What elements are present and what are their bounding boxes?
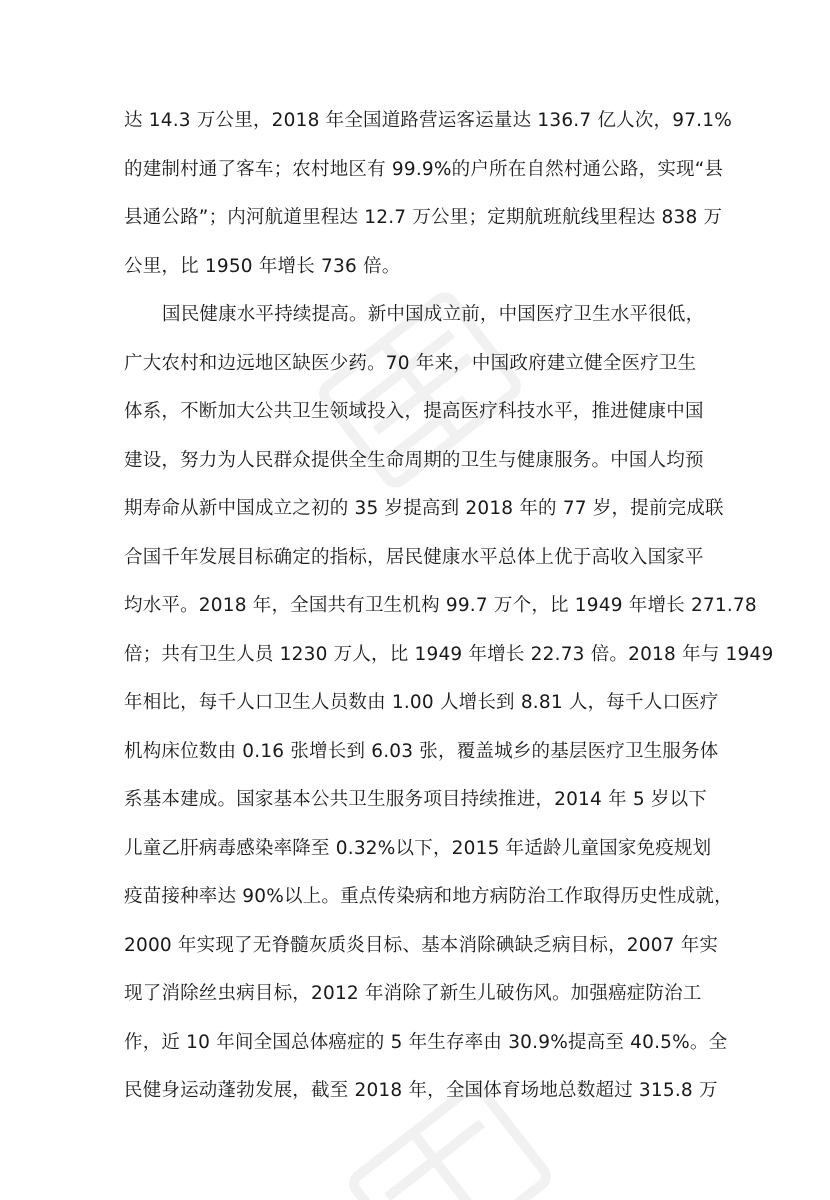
text-line: 疫苗接种率达 90%以上。重点传染病和地方病防治工作取得历史性成就，: [124, 886, 733, 907]
text-line: 合国千年发展目标确定的指标，居民健康水平总体上优于高收入国家平: [124, 547, 704, 568]
text-line: 广大农村和边远地区缺医少药。70 年来，中国政府建立健全医疗卫生: [124, 353, 697, 374]
text-line: 现了消除丝虫病目标，2012 年消除了新生儿破伤风。加强癌症防治工: [124, 983, 702, 1004]
text-line: 倍；共有卫生人员 1230 万人，比 1949 年增长 22.73 倍。2018 年与 1949: [124, 644, 774, 665]
text-line: 体系，不断加大公共卫生领域投入，提高医疗科技水平，推进健康中国: [124, 401, 704, 422]
text-line: 系基本建成。国家基本公共卫生服务项目持续推进，2014 年 5 岁以下: [124, 789, 707, 810]
text-line: 均水平。2018 年，全国共有卫生机构 99.7 万个，比 1949 年增长 271.78: [124, 595, 757, 616]
text-line: 建设，努力为人民群众提供全生命周期的卫生与健康服务。中国人均预: [124, 450, 704, 471]
text-line: 公里，比 1950 年增长 736 倍。: [124, 256, 401, 277]
text-line: 机构床位数由 0.16 张增长到 6.03 张，覆盖城乡的基层医疗卫生服务体: [124, 741, 719, 762]
text-line: 年相比，每千人口卫生人员数由 1.00 人增长到 8.81 人，每千人口医疗: [124, 692, 719, 713]
text-line: 2000 年实现了无脊髓灰质炎目标、基本消除碘缺乏病目标，2007 年实: [124, 935, 719, 956]
text-line: 民健身运动蓬勃发展，截至 2018 年，全国体育场地总数超过 315.8 万: [124, 1080, 718, 1101]
text-line: 作，近 10 年间全国总体癌症的 5 年生存率由 30.9%提高至 40.5%。全: [124, 1032, 728, 1053]
text-line: 县通公路”；内河航道里程达 12.7 万公里；定期航班航线里程达 838 万: [124, 207, 723, 228]
text-line: 国民健康水平持续提高。新中国成立前，中国医疗卫生水平很低，: [162, 304, 705, 325]
text-line: 期寿命从新中国成立之初的 35 岁提高到 2018 年的 77 岁，提前完成联: [124, 498, 724, 519]
text-line: 的建制村通了客车；农村地区有 99.9%的户所在自然村通公路，实现“县: [124, 159, 724, 180]
text-line: 达 14.3 万公里，2018 年全国道路营运客运量达 136.7 亿人次，97.1%: [124, 110, 733, 131]
text-line: 儿童乙肝病毒感染率降至 0.32%以下，2015 年适龄儿童国家免疫规划: [124, 838, 712, 859]
